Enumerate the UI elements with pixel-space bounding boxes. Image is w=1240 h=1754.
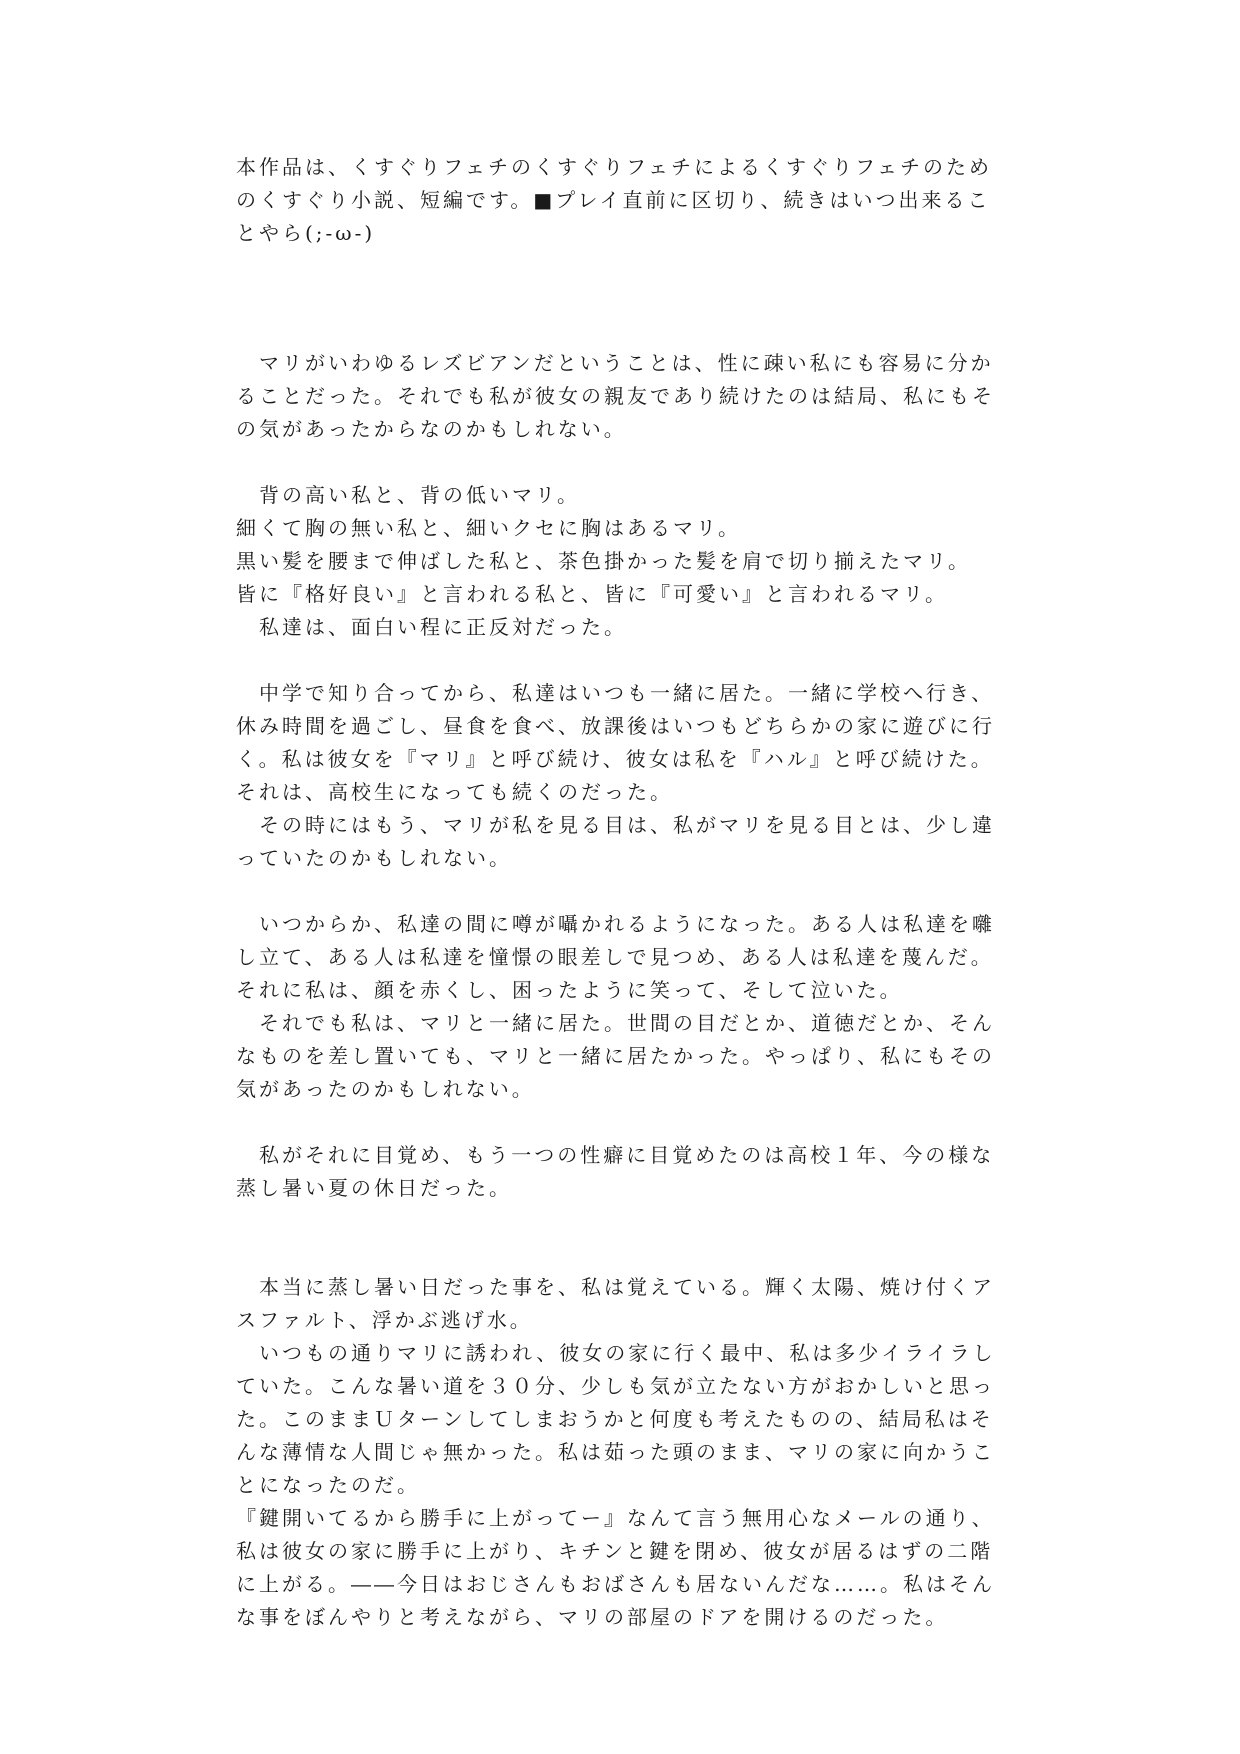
intro-paragraph: 本作品は、くすぐりフェチのくすぐりフェチによるくすぐりフェチのためのくすぐり小説、短編です。■プレイ直前に区切り、続きはいつ出来ることやら(;-ω-): [236, 155, 992, 245]
story-body: マリがいわゆるレズビアンだということは、性に疎い私にも容易に分かることだった。それでも私が彼女の親友であり続けたのは結局、私にもその気があったからなのかもしれない。 背の高い私と、背の低いマリ。 細くて胸の無い私と、細いクセに胸はあるマリ。 黒い髪を腰まで伸ばした私と、茶色掛かった髪を肩で切り揃えたマリ。 皆に『格好良い』と言われる私と、皆に『可愛い』と言われるマリ。 私達は、面白い程に正反対だった。 中学で知り合ってから、私達はいつも一緒に居た。一緒に学校へ行き、休み時間を過ごし、昼食を食べ、放課後はいつもどちらかの家に遊びに行く。私は彼女を『マリ』と呼び続け、彼女は私を『ハル』と呼び続けた。それは、高校生になっても続くのだった。 その時にはもう、マリが私を見る目は、私がマリを見る目とは、少し違っていたのかもしれない。 いつからか、私達の間に噂が囁かれるようになった。ある人は私達を囃し立て、ある人は私達を憧憬の眼差しで見つめ、ある人は私達を蔑んだ。それに私は、顔を赤くし、困ったように笑って、そして泣いた。 それでも私は、マリと一緒に居た。世間の目だとか、道徳だとか、そんなものを差し置いても、マリと一緒に居たかった。やっぱり、私にもその気があったのかもしれない。 私がそれに目覚め、もう一つの性癖に目覚めたのは高校１年、今の様な蒸し暑い夏の休日だった。 本当に蒸し暑い日だった事を、私は覚えている。輝く太陽、焼け付くアスファルト、浮かぶ逃げ水。 いつもの通りマリに誘われ、彼女の家に行く最中、私は多少イライラしていた。こんな暑い道を３０分、少しも気が立たない方がおかしいと思った。このままＵターンしてしまおうかと何度も考えたものの、結局私はそんな薄情な人間じゃ無かった。私は茹った頭のまま、マリの家に向かうことになったのだ。 『鍵開いてるから勝手に上がってー』なんて言う無用心なメールの通り、私は彼女の家に勝手に上がり、キチンと鍵を閉め、彼女が居るはずの二階に上がる。――今日はおじさんもおばさんも居ないんだな……。私はそんな事をぼんやりと考えながら、マリの部屋のドアを開けるのだった。: [236, 351, 996, 1629]
